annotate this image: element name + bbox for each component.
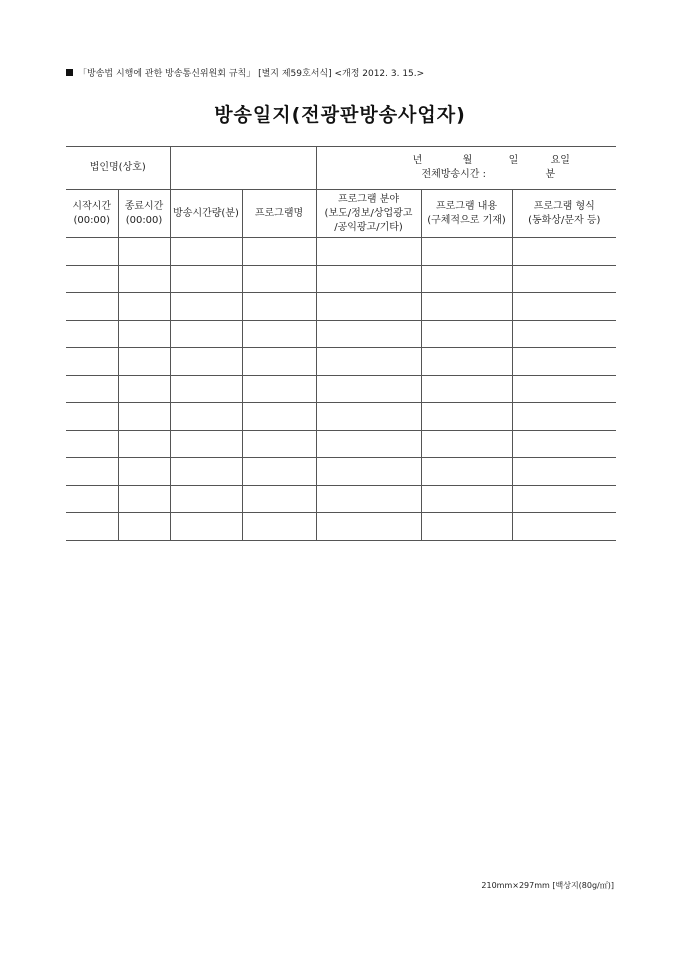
- entry-cell[interactable]: [242, 375, 316, 403]
- table-row: [66, 238, 616, 266]
- table-row: [66, 485, 616, 513]
- col-start-time: 시작시간 (00:00): [66, 190, 118, 238]
- info-row: [66, 147, 616, 190]
- entry-cell[interactable]: [316, 375, 421, 403]
- table-row: [66, 293, 616, 321]
- entry-cell[interactable]: [66, 375, 118, 403]
- entry-cell[interactable]: [316, 293, 421, 321]
- entry-cell[interactable]: [316, 485, 421, 513]
- entry-cell[interactable]: [66, 348, 118, 376]
- entry-cell[interactable]: [66, 265, 118, 293]
- entry-cell[interactable]: [66, 403, 118, 431]
- date-year-field[interactable]: 년: [412, 155, 423, 166]
- document-title: 방송일지(전광판방송사업자): [214, 104, 466, 126]
- entry-cell[interactable]: [421, 320, 512, 348]
- entry-cell[interactable]: [421, 238, 512, 266]
- table-row: [66, 375, 616, 403]
- table-row: [66, 403, 616, 431]
- total-time-label: 전체방송시간 :: [421, 169, 486, 180]
- corp-name-label: 법인명(상호): [66, 147, 170, 190]
- table-row: [66, 430, 616, 458]
- entry-cell[interactable]: [316, 265, 421, 293]
- entry-cell[interactable]: [170, 348, 242, 376]
- entry-cell[interactable]: [512, 513, 616, 541]
- entry-cell[interactable]: [66, 430, 118, 458]
- entry-cell[interactable]: [512, 430, 616, 458]
- col-program-content: 프로그램 내용 (구체적으로 기재): [421, 190, 512, 238]
- entry-cell[interactable]: [512, 403, 616, 431]
- entry-cell[interactable]: [512, 238, 616, 266]
- entry-cell[interactable]: [421, 403, 512, 431]
- entry-cell[interactable]: [512, 458, 616, 486]
- entry-cell[interactable]: [170, 485, 242, 513]
- entry-cell[interactable]: [421, 485, 512, 513]
- entry-cell[interactable]: [512, 375, 616, 403]
- entry-cell[interactable]: [118, 458, 170, 486]
- entry-cell[interactable]: [316, 238, 421, 266]
- entry-cell[interactable]: [170, 320, 242, 348]
- entry-cell[interactable]: [66, 485, 118, 513]
- entry-cell[interactable]: [66, 513, 118, 541]
- entry-cell[interactable]: [118, 320, 170, 348]
- corp-name-field[interactable]: [170, 147, 316, 190]
- entry-cell[interactable]: [242, 403, 316, 431]
- date-weekday-field[interactable]: 요일: [550, 155, 570, 166]
- col-program-field: 프로그램 분야 (보도/정보/상업광고 /공익광고/기타): [316, 190, 421, 238]
- entry-cell[interactable]: [421, 348, 512, 376]
- date-month-field[interactable]: 월: [462, 155, 473, 166]
- log-entries: [66, 238, 616, 541]
- col-duration: 방송시간량(분): [170, 190, 242, 238]
- form-reference-note: [66, 66, 424, 79]
- table-row: [66, 458, 616, 486]
- entry-cell[interactable]: [316, 320, 421, 348]
- entry-cell[interactable]: [170, 458, 242, 486]
- entry-cell[interactable]: [118, 403, 170, 431]
- table-row: [66, 348, 616, 376]
- entry-cell[interactable]: [421, 458, 512, 486]
- entry-cell[interactable]: [242, 348, 316, 376]
- date-line: [317, 154, 617, 168]
- entry-cell[interactable]: [242, 238, 316, 266]
- date-day-field[interactable]: 일: [508, 155, 519, 166]
- entry-cell[interactable]: [66, 293, 118, 321]
- entry-cell[interactable]: [118, 238, 170, 266]
- entry-cell[interactable]: [421, 293, 512, 321]
- entry-cell[interactable]: [242, 430, 316, 458]
- date-and-total-time: [316, 147, 616, 190]
- entry-cell[interactable]: [316, 430, 421, 458]
- table-row: [66, 265, 616, 293]
- entry-cell[interactable]: [242, 265, 316, 293]
- entry-cell[interactable]: [118, 485, 170, 513]
- entry-cell[interactable]: [316, 513, 421, 541]
- table-row: [66, 320, 616, 348]
- total-time-line: [317, 168, 617, 182]
- entry-cell[interactable]: [170, 293, 242, 321]
- entry-cell[interactable]: [170, 238, 242, 266]
- total-time-unit: 분: [545, 169, 556, 180]
- paper-spec: 210mm×297mm [백상지(80g/㎡)]: [481, 881, 614, 890]
- col-end-time: 종료시간 (00:00): [118, 190, 170, 238]
- entry-cell[interactable]: [421, 513, 512, 541]
- entry-cell[interactable]: [118, 430, 170, 458]
- broadcast-log-table: [66, 146, 616, 541]
- entry-cell[interactable]: [421, 430, 512, 458]
- entry-cell[interactable]: [316, 458, 421, 486]
- entry-cell[interactable]: [170, 513, 242, 541]
- entry-cell[interactable]: [118, 513, 170, 541]
- entry-cell[interactable]: [512, 265, 616, 293]
- column-header-row: [66, 190, 616, 238]
- entry-cell[interactable]: [170, 375, 242, 403]
- entry-cell[interactable]: [421, 375, 512, 403]
- entry-cell[interactable]: [118, 375, 170, 403]
- entry-cell[interactable]: [512, 293, 616, 321]
- entry-cell[interactable]: [316, 403, 421, 431]
- entry-cell[interactable]: [421, 265, 512, 293]
- col-program-name: 프로그램명: [242, 190, 316, 238]
- square-bullet-icon: [66, 69, 73, 76]
- entry-cell[interactable]: [512, 320, 616, 348]
- entry-cell[interactable]: [242, 293, 316, 321]
- entry-cell[interactable]: [66, 320, 118, 348]
- entry-cell[interactable]: [118, 293, 170, 321]
- col-program-format: 프로그램 형식 (동화상/문자 등): [512, 190, 616, 238]
- entry-cell[interactable]: [242, 458, 316, 486]
- entry-cell[interactable]: [118, 265, 170, 293]
- form-reference-text: 「방송법 시행에 관한 방송통신위원회 규칙」 [별지 제59호서식] <개정 2012. 3. 15.>: [78, 69, 425, 79]
- entry-cell[interactable]: [512, 485, 616, 513]
- entry-cell[interactable]: [242, 485, 316, 513]
- entry-cell[interactable]: [242, 513, 316, 541]
- entry-cell[interactable]: [170, 265, 242, 293]
- entry-cell[interactable]: [170, 403, 242, 431]
- table-row: [66, 513, 616, 541]
- entry-cell[interactable]: [66, 238, 118, 266]
- entry-cell[interactable]: [512, 348, 616, 376]
- entry-cell[interactable]: [170, 430, 242, 458]
- entry-cell[interactable]: [66, 458, 118, 486]
- entry-cell[interactable]: [316, 348, 421, 376]
- entry-cell[interactable]: [118, 348, 170, 376]
- entry-cell[interactable]: [242, 320, 316, 348]
